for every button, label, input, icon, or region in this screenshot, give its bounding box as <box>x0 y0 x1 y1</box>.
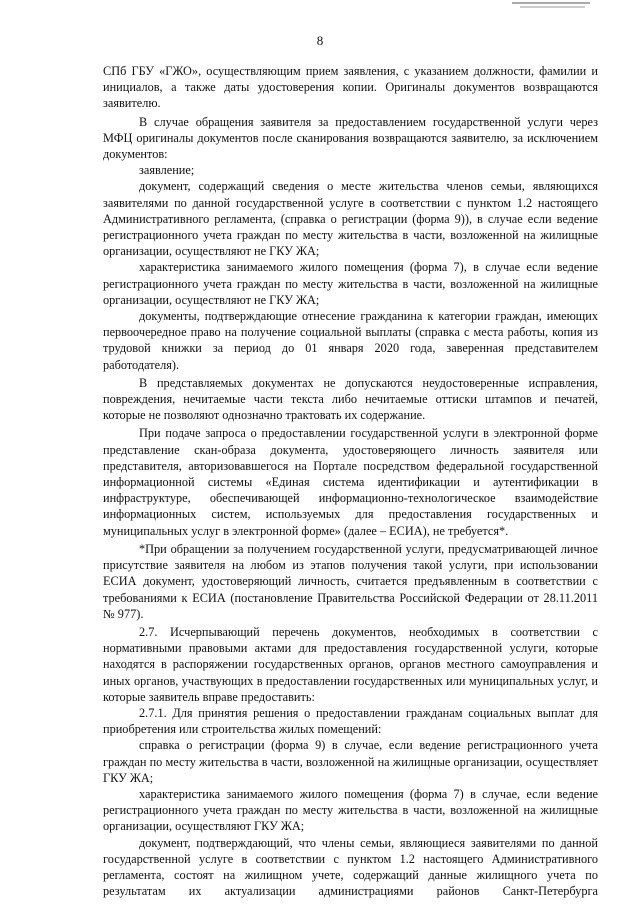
list-item-registration-certificate: справка о регистрации (форма 9) в случае, если ведение регистрационного учета граждан по месту жительства в части, возложенной на жилищные организации, осуществляет ГКУ ЖА; <box>103 738 598 785</box>
list-item-housing-characteristic-gku: характеристика занимаемого жилого помещения (форма 7) в случае, если ведение регистрационного учета граждан по месту жительства в части, возложенной на жилищные организации, осуществляют ГКУ ЖА; <box>103 786 598 834</box>
scan-artifact-marks <box>0 0 640 12</box>
paragraph-mfc-originals: В случае обращения заявителя за предоставлением государственной услуги через МФЦ оригиналы документов после сканирования возвращаются заявителю, за исключением документов: <box>103 114 598 162</box>
paragraph-esia-footnote: *При обращении за получением государственной услуги, предусматривающей личное присутствие заявителя на любом из этапов получения такой услуги, при использовании ЕСИА документ, удостоверяющий личность, считается предъявленным в соответствии с требованиями к ЕСИА (постановление Правительства Российской Федерации от 28.11.2011 № 977). <box>103 541 598 621</box>
page-number: 8 <box>316 33 324 48</box>
paragraph-uncertified-corrections: В представляемых документах не допускаются неудостоверенные исправления, повреждения, нечитаемые части текста либо нечитаемые оттиски штампов и печатей, которые не позволяют однозначно трактовать их содержание. <box>103 375 598 423</box>
paragraph-originals-returned: СПб ГБУ «ГЖО», осуществляющим прием заявления, с указанием должности, фамилии и инициалов, а также даты удостоверения копии. Оригиналы документов возвращаются заявителю. <box>103 64 598 111</box>
list-item-housing-characteristic: характеристика занимаемого жилого помещения (форма 7), в случае если ведение регистрационного учета граждан по месту жительства в части, возложенной на жилищные организации, осуществляют не ГКУ ЖА; <box>103 260 598 307</box>
section-2-7-heading: 2.7. Исчерпывающий перечень документов, необходимых в соответствии с нормативными правовыми актами для предоставления государственной услуги, которые находятся в распоряжении государственных органов, органов местного самоуправления и иных органов, участвующих в предоставлении государственных или муниципальных услуг, и которые заявитель вправе предоставить: <box>103 624 598 704</box>
list-item-application: заявление; <box>139 163 195 178</box>
section-2-7-1-heading: 2.7.1. Для принятия решения о предоставлении гражданам социальных выплат для приобретения или строительства жилых помещений: <box>103 705 598 737</box>
list-item-housing-register-document: документ, подтверждающий, что члены семьи, являющиеся заявителями по данной государственной услуге в соответствии с пунктом 1.2 настоящего Административного регламента, состоят на жилищном учете, содержащий данные жилищного учета по результатам их актуализации администрациями районов Санкт-Петербурга <box>103 835 598 899</box>
list-item-residence-document: документ, содержащий сведения о месте жительства членов семьи, являющихся заявителями по данной государственной услуге в соответствии с пунктом 1.2 настоящего Административного регламента, (справка о регистрации (форма 9)), в случае если ведение регистрационного учета граждан по месту жительства в части, возложенной на жилищные организации, осуществляют не ГКУ ЖА; <box>103 179 598 259</box>
list-item-priority-documents: документы, подтверждающие отнесение гражданина к категории граждан, имеющих первоочередное право на получение социальной выплаты (справка с места работы, копия из трудовой книжки за период до 01 января 2020 года, заверенная представителем работодателя). <box>103 309 598 372</box>
paragraph-electronic-request: При подаче запроса о предоставлении государственной услуги в электронной форме представление скан-образа документа, удостоверяющего личность заявителя или представителя, авторизовавшегося на Портале посредством федеральной государственной информационной системы «Единая система идентификации и аутентификации в инфраструктуре, обеспечивающей информационно-технологическое взаимодействие информационных систем, используемых для предоставления государственных и муниципальных услуг в электронной форме» (далее – ЕСИА), не требуется*. <box>103 426 598 538</box>
document-body <box>103 63 598 899</box>
